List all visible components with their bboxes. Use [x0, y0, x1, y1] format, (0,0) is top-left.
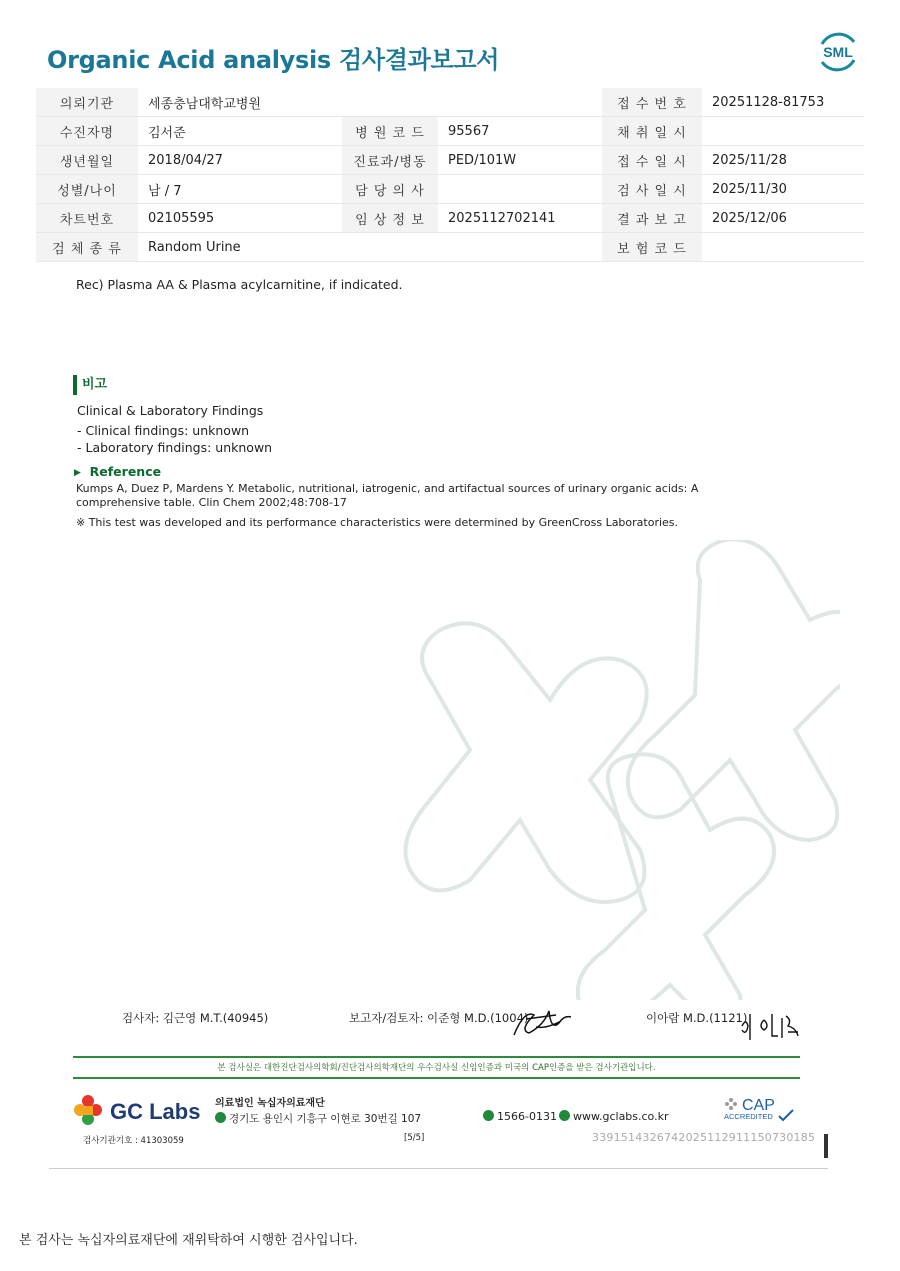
- value-clinical-info: 2025112702141: [438, 204, 602, 233]
- recommendation-text: Rec) Plasma AA & Plasma acylcarnitine, if indicated.: [76, 277, 403, 292]
- svg-text:CAP: CAP: [742, 1097, 775, 1114]
- info-row: [36, 175, 864, 204]
- label-test-date: 검 사 일 시: [602, 175, 702, 204]
- svg-text:ACCREDITED: ACCREDITED: [724, 1112, 773, 1121]
- lab-address: [215, 1111, 421, 1126]
- page-number: [5/5]: [404, 1133, 425, 1143]
- sml-logo: [816, 30, 860, 74]
- info-row: [36, 146, 864, 175]
- clinical-findings: - Clinical findings: unknown: [77, 423, 250, 438]
- lab-phone: [483, 1110, 557, 1123]
- lab-website: [559, 1110, 669, 1123]
- value-insurance-code: [702, 233, 864, 262]
- svg-text:GC Labs: GC Labs: [110, 1099, 201, 1124]
- value-collection-date: [702, 117, 864, 146]
- certification-text: 본 검사실은 대한진단검사의학회/진단검사의학재단의 우수검사실 신임인증과 미국의 CAP인증을 받은 검사기관입니다.: [217, 1063, 656, 1073]
- svg-text:SML: SML: [823, 44, 853, 60]
- outsourcing-notice: 본 검사는 녹십자의료재단에 재위탁하여 시행한 검사입니다.: [19, 1233, 358, 1248]
- label-clinical-info: 임 상 정 보: [342, 204, 438, 233]
- label-attending-doctor: 담 당 의 사: [342, 175, 438, 204]
- location-icon: [215, 1112, 226, 1123]
- value-department-ward: PED/101W: [438, 146, 602, 175]
- label-receipt-date: 접 수 일 시: [602, 146, 702, 175]
- value-patient-name: 김서준: [138, 117, 342, 146]
- info-row: [36, 204, 864, 233]
- label-result-report: 결 과 보 고: [602, 204, 702, 233]
- lab-address-text: 경기도 용인시 기흥구 이현로 30번길 107: [229, 1113, 422, 1125]
- info-row: [36, 88, 864, 117]
- cap-accredited-logo: [722, 1094, 800, 1126]
- foundation-name: 의료법인 녹십자의료재단: [215, 1098, 325, 1109]
- gc-labs-logo: [72, 1092, 212, 1128]
- laboratory-findings: - Laboratory findings: unknown: [77, 440, 273, 455]
- label-hospital-code: 병 원 코 드: [342, 117, 438, 146]
- tester-signature: 검사자: 김근영 M.T.(40945): [122, 1011, 269, 1025]
- findings-title: Clinical & Laboratory Findings: [77, 403, 264, 418]
- report-title: Organic Acid analysis 검사결과보고서: [47, 46, 500, 74]
- value-receipt-date: 2025/11/28: [702, 146, 864, 175]
- value-result-report: 2025/12/06: [702, 204, 864, 233]
- home-icon: [559, 1110, 570, 1121]
- lab-phone-text: 1566-0131: [497, 1110, 557, 1123]
- reference-heading: [74, 464, 161, 479]
- value-requesting-institution: 세종충남대학교병원: [138, 88, 602, 117]
- doctor2-signature: 이아람 M.D.(1121): [646, 1011, 748, 1025]
- edge-marker: [824, 1134, 828, 1158]
- value-sex-age: 남 / 7: [138, 175, 342, 204]
- cert-divider-bottom: [73, 1077, 800, 1079]
- label-specimen-type: 검 체 종 류: [36, 233, 138, 262]
- cert-divider-top: [73, 1056, 800, 1058]
- value-chart-number: 02105595: [138, 204, 342, 233]
- reference-heading-label: Reference: [89, 464, 162, 479]
- findings-block: [77, 402, 272, 456]
- reporter-signature: 보고자/검토자: 이준형 M.D.(1004): [349, 1011, 529, 1025]
- disclaimer-text: ※ This test was developed and its performance characteristics were determined by GreenCross Laboratories.: [76, 516, 679, 529]
- value-attending-doctor: [438, 175, 602, 204]
- value-receipt-number: 20251128-81753: [702, 88, 864, 117]
- label-patient-name: 수진자명: [36, 117, 138, 146]
- reference-text: Kumps A, Duez P, Mardens Y. Metabolic, nutritional, iatrogenic, and artifactual sources of urinary organic acids: A comprehensive table. Clin Chem 2002;48:708-17: [76, 482, 699, 509]
- label-requesting-institution: 의뢰기관: [36, 88, 138, 117]
- label-department-ward: 진료과/병동: [342, 146, 438, 175]
- report-barcode-number: 33915143267420251129111507301​85: [592, 1131, 816, 1144]
- handwritten-signature-2: [738, 1008, 802, 1044]
- info-row: [36, 233, 864, 262]
- label-receipt-number: 접 수 번 호: [602, 88, 702, 117]
- handwritten-signature-1: [506, 1005, 576, 1041]
- patient-info-table: [36, 88, 864, 262]
- value-hospital-code: 95567: [438, 117, 602, 146]
- value-birth-date: 2018/04/27: [138, 146, 342, 175]
- label-birth-date: 생년월일: [36, 146, 138, 175]
- phone-icon: [483, 1110, 494, 1121]
- lab-website-text: www.gclabs.co.kr: [573, 1110, 669, 1123]
- value-test-date: 2025/11/30: [702, 175, 864, 204]
- cross-watermark: [370, 540, 840, 1000]
- triangle-icon: ▶: [74, 468, 81, 478]
- remarks-heading: 비고: [73, 375, 107, 395]
- page-bottom-line: [49, 1168, 828, 1169]
- label-sex-age: 성별/나이: [36, 175, 138, 204]
- institution-number: 검사기관기호 : 41303059: [83, 1136, 184, 1146]
- info-row: [36, 117, 864, 146]
- label-collection-date: 채 취 일 시: [602, 117, 702, 146]
- label-chart-number: 차트번호: [36, 204, 138, 233]
- label-insurance-code: 보 험 코 드: [602, 233, 702, 262]
- value-specimen-type: Random Urine: [138, 233, 602, 262]
